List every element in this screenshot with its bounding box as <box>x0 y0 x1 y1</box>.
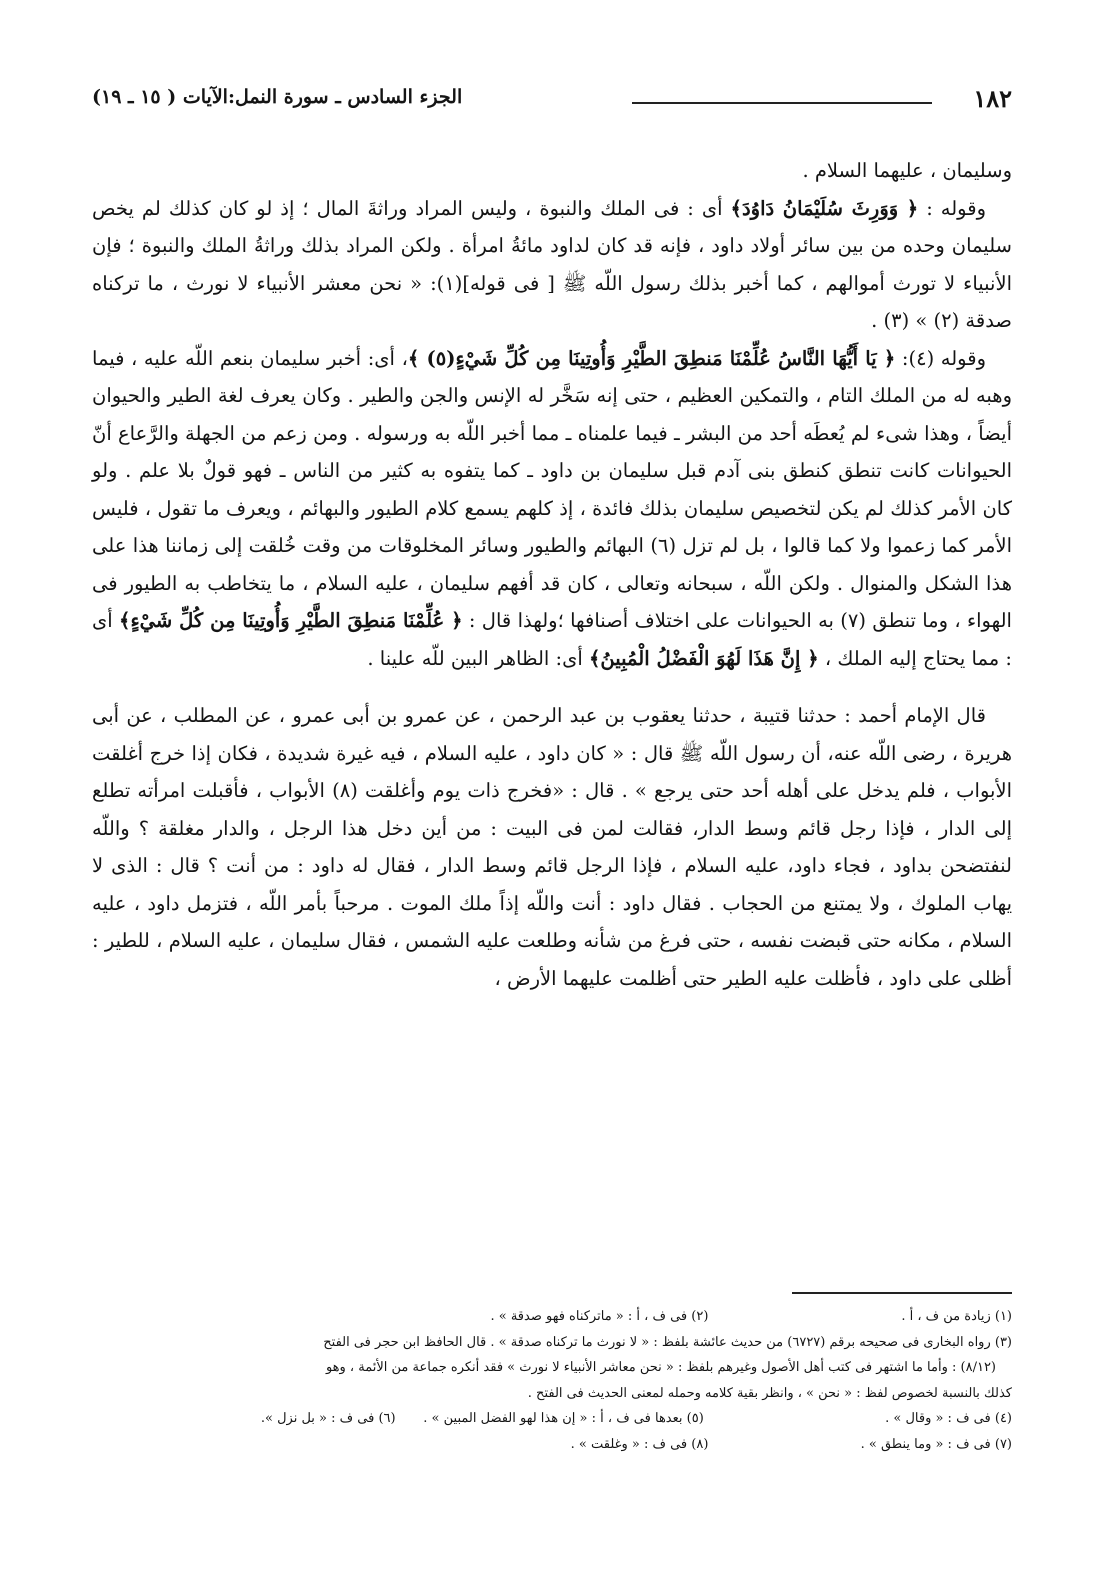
main-text <box>92 152 1012 997</box>
footnotes <box>92 1304 1012 1457</box>
paragraph-3-end: أى: الظاهر البين للّه علينا . <box>367 646 589 670</box>
paragraph-4: قال الإمام أحمد : حدثنا قتيبة ، حدثنا يعقوب بن عبد الرحمن ، عن عمرو بن أبى عمرو ، عن المطلب ، عن أبى هريرة ، رضى اللّه عنه، أن رسول اللّه ﷺ قال : « كان داود ، عليه السلام ، فيه غيرة شديدة ، فكان إذا خرج أغلقت الأبواب ، فلم يدخل على أهله أحد حتى يرجع » . قال : «فخرج ذات يوم وأغلقت (٨) الأبواب ، فأقبلت امرأته تطلع إلى الدار ، فإذا رجل قائم وسط الدار، فقالت لمن فى البيت : من أين دخل هذا الرجل ، والدار مغلقة ؟ واللّه لنفتضحن بداود ، فجاء داود، عليه السلام ، فإذا الرجل قائم وسط الدار ، فقال له داود : من أنت ؟ قال : الذى لا يهاب الملوك ، ولا يمتنع من الحجاب . فقال داود : أنت واللّه إذاً ملك الموت . مرحباً بأمر اللّه ، فتزمل داود ، عليه السلام ، مكانه حتى قبضت نفسه ، حتى فرغ من شأنه وطلعت عليه الشمس ، فقال سليمان ، عليه السلام ، للطير : أظلى على داود ، فأظلت عليه الطير حتى أظلمت عليهما الأرض ، <box>92 704 1012 990</box>
footnote-1: (١) زيادة من ف ، أ . <box>901 1309 1012 1324</box>
quran-verse: ﴿ عُلِّمْنَا مَنطِقَ الطَّيْرِ وَأُوتِينَا مِن كُلِّ شَيْءٍ﴾ <box>119 609 463 632</box>
quran-verse: ﴿ إِنَّ هَذَا لَهُوَ الْفَضْلُ الْمُبِينُ﴾ <box>589 646 819 670</box>
footnote-7: (٧) فى ف : « وما ينطق » . <box>860 1436 1012 1452</box>
quran-verse: ﴿ يَا أَيُّهَا النَّاسُ عُلِّمْنَا مَنطِقَ الطَّيْرِ وَأُوتِينَا مِن كُلِّ شَيْءٍ(٥) ﴾ <box>407 346 896 370</box>
paragraph-2 <box>92 190 1012 340</box>
footnote-5: (٥) بعدها فى ف ، أ : « إن هذا لهو الفضل المبين » . <box>423 1411 704 1426</box>
paragraph-2-text: أى : فى الملك والنبوة ، وليس المراد وراثةَ المال ؛ إذ لو كان كذلك لم يخص سليمان وحده من بين سائر أولاد داود ، فإنه قد كان لداود مائةُ امرأة . ولكن المراد بذلك وراثةُ الملك والنبوة ؛ فإن الأنبياء لا تورث أموالهم ، كما أخبر بذلك رسول اللّه ﷺ [ فى قوله](١): « نحن معشر الأنبياء لا نورث ، ما تركناه صدقة (٢) » (٣) . <box>92 196 1012 332</box>
paragraph-3-text-2: أى : مما يحتاج إليه الملك ، <box>92 609 1012 670</box>
page-number: ١٨٢ <box>973 84 1012 113</box>
paragraph-3 <box>92 340 1012 678</box>
footnote-row <box>92 1406 1012 1432</box>
paragraph-1: وسليمان ، عليهما السلام . <box>802 159 1012 182</box>
footnote-2: (٢) فى ف ، أ : « ماتركناه فهو صدقة » . <box>490 1309 709 1324</box>
footnote-row <box>92 1432 1012 1458</box>
quran-verse: ﴿ وَوَرِثَ سُلَيْمَانُ دَاوُدَ﴾ <box>730 196 919 220</box>
footnote-6: (٦) فى ف : « بل نزل ». <box>260 1411 396 1426</box>
footnote-rule <box>792 1292 1012 1294</box>
paragraph-3-lead: وقوله (٤): <box>895 346 986 370</box>
paragraph-3-text: ، أى: أخبر سليمان بنعم اللّه عليه ، فيما وهبه له من الملك التام ، والتمكين العظيم ، حتى إنه سَخَّر له الإنس والجن والطير . وكان يعرف لغة الطير والحيوان أيضاً ، وهذا شىء لم يُعطَه أحد من البشر ـ فيما علمناه ـ مما أخبر اللّه به ورسوله . ومن زعم من الجهلة والرَّعاع أنّ الحيوانات كانت تنطق كنطق بنى آدم قبل سليمان بن داود ـ كما يتفوه به كثير من الناس ـ فهو قولٌ بلا علم . ولو كان الأمر كذلك لم يكن لتخصيص سليمان بذلك فائدة ، إذ كلهم يسمع كلام الطيور والبهائم ، ويعرف ما تقول ، فليس الأمر كما زعموا ولا كما قالوا ، بل لم تزل (٦) البهائم والطيور وسائر المخلوقات من وقت خُلقت إلى زماننا هذا على هذا الشكل والمنوال . ولكن اللّه ، سبحانه وتعالى ، كان قد أفهم سليمان ، عليه السلام ، ما يتخاطب به الطيور فى الهواء ، وما تنطق (٧) به الحيوانات على اختلاف أصنافها ؛ولهذا قال : <box>92 346 1012 632</box>
page-header <box>92 84 1012 120</box>
paragraph-2-lead: وقوله : <box>918 196 986 220</box>
running-title: الجزء السادس ـ سورة النمل:الآيات ( ١٥ ـ ١٩) <box>92 86 463 108</box>
footnote-4: (٤) فى ف : « وقال » . <box>885 1411 1012 1426</box>
footnote-8: (٨) فى ف : « وغلقت » . <box>570 1436 709 1452</box>
footnote-row <box>92 1304 1012 1330</box>
footnote-3-cont: (٨/١٢) : وأما ما اشتهر فى كتب أهل الأصول وغيرهم بلفظ : « نحن معاشر الأنبياء لا نورث » فقد أنكره جماعة من الأئمة ، وهو <box>325 1360 996 1375</box>
footnote-3-cont: كذلك بالنسبة لخصوص لفظ : « نحن » ، وانظر بقية كلامه وحمله لمعنى الحديث فى الفتح . <box>527 1385 1012 1401</box>
header-rule <box>632 102 932 104</box>
footnote-3: (٣) رواه البخارى فى صحيحه برقم (٦٧٢٧) من حديث عائشة بلفظ : « لا نورث ما تركناه صدقة » . قال الحافظ ابن حجر فى الفتح <box>323 1334 1012 1350</box>
